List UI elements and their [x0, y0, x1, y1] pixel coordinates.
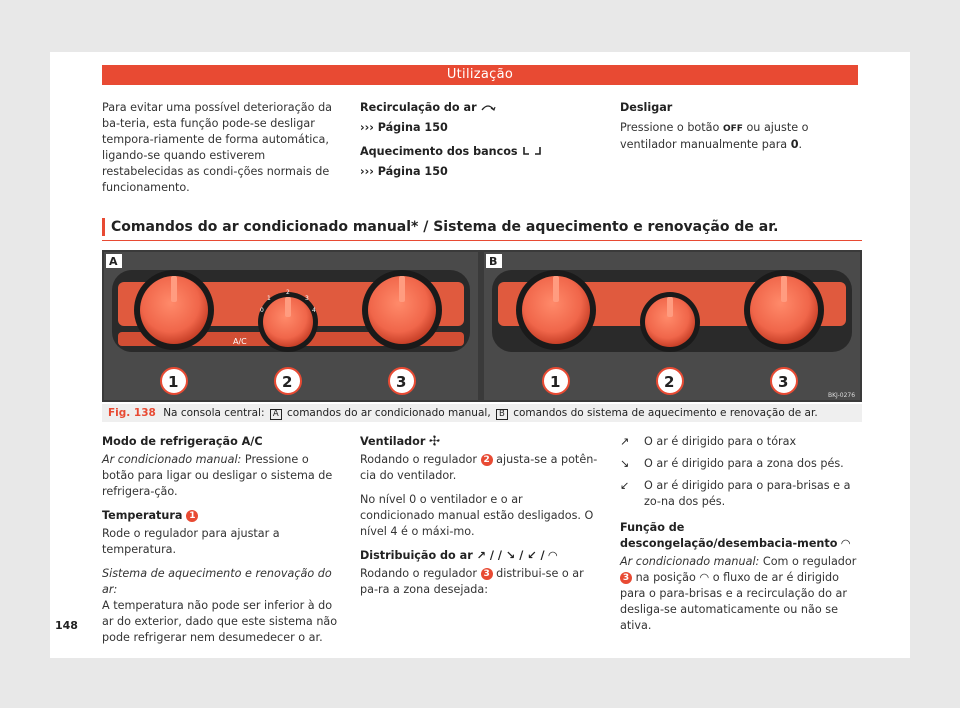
fan-text-a: Rodando o regulador	[360, 453, 478, 466]
distribution-option-windscreen	[620, 478, 860, 510]
ref-callout-2: 2	[481, 454, 493, 466]
defrost-title: Função de descongelação/desembacia-mento	[620, 521, 838, 550]
distribution-option-feet	[620, 456, 860, 472]
fan-scale-4: 4	[312, 307, 316, 314]
temperature-title: Temperatura	[102, 509, 183, 522]
distribution-option-chest-text: O ar é dirigido para o tórax	[644, 435, 797, 448]
feet-vent-icon: ↘	[505, 549, 516, 562]
distribution-knob-b-grip	[781, 276, 787, 302]
zero-level-label: 0	[790, 138, 799, 151]
distribution-option-windscreen-text: O ar é dirigido para o para-brisas e a zo-na dos pés.	[644, 479, 851, 508]
caption-text-3: comandos do sistema de aquecimento e renovação de ar.	[513, 407, 818, 419]
distribution-options-column	[620, 434, 860, 642]
recirculation-page-link[interactable]: ››› Página 150	[360, 121, 448, 134]
defrost-manual-label: Ar condicionado manual:	[620, 555, 760, 568]
switch-off-text-2: ou ajuste o ventilador manualmente para	[620, 121, 809, 151]
defrost-text-c: o fluxo de ar é dirigido para o para-brisas e a recirculação do ar desliga-se automaticamente ou não se ativa.	[620, 571, 847, 632]
control-panels-illustration	[102, 250, 862, 402]
intro-column	[102, 100, 342, 204]
distribution-option-feet-text: O ar é dirigido para a zona dos pés.	[644, 457, 844, 470]
fan-levels-text: No nível 0 o ventilador e o ar condicionado manual estão desligados. O nível 4 é o máxi-mo.	[360, 493, 594, 538]
battery-note: Para evitar uma possível deterioração da ba-teria, esta função pode-se desligar tempora-riamente de forma automática, ligando-se quando estiverem restabelecidas as condi-ções normais de funcionamento.	[102, 101, 333, 194]
figure-number: Fig. 138	[108, 407, 156, 419]
caption-text-1: Na consola central:	[163, 407, 265, 419]
distribution-separator-4: /	[540, 549, 545, 562]
distribution-text-b: distribui-se o ar pa-ra a zona desejada:	[360, 567, 584, 596]
fan-icon	[429, 435, 440, 446]
distribution-option-chest	[620, 434, 860, 450]
caption-letter-b: B	[496, 409, 508, 420]
callout-1-a-text: 1	[168, 373, 179, 391]
cooling-mode-text: Pressione o botão para ligar ou desligar o sistema de refrigera-ção.	[102, 453, 333, 498]
callout-2-b-text: 2	[664, 373, 675, 391]
defrost-text-a: Com o regulador	[762, 555, 857, 568]
recirculation-icon	[480, 102, 496, 112]
fan-scale-1: 1	[267, 295, 271, 302]
switch-off-title: Desligar	[620, 101, 673, 114]
switch-off-text-3: .	[798, 138, 803, 151]
fan-scale-3: 3	[305, 295, 309, 302]
distribution-separator-2: /	[497, 549, 502, 562]
heading-divider	[102, 240, 862, 241]
defrost-inline-icon: ◠	[699, 571, 710, 584]
page-number: 148	[55, 619, 78, 632]
distribution-knob-a-grip	[399, 276, 405, 302]
distribution-title: Distribuição do ar	[360, 549, 473, 562]
recirculation-title: Recirculação do ar	[360, 101, 477, 114]
chest-vent-icon: ↗	[620, 435, 630, 448]
temperature-text: Rode o regulador para ajustar a temperatura.	[102, 527, 280, 556]
callout-3-b-text: 3	[778, 373, 789, 391]
temp-knob-b-grip	[553, 276, 559, 302]
panel-a-label: A	[109, 255, 118, 268]
distribution-separator-3: /	[519, 549, 524, 562]
feet-vent-icon: ↘	[620, 457, 630, 470]
ref-callout-3: 3	[481, 568, 493, 580]
callout-1-b-text: 1	[550, 373, 561, 391]
seat-heating-title: Aquecimento dos bancos	[360, 145, 518, 158]
temp-knob-a-grip	[171, 276, 177, 302]
ref-callout-3b: 3	[620, 572, 632, 584]
caption-letter-a: A	[270, 409, 282, 420]
defrost-icon: ◠	[548, 549, 558, 562]
off-button-label: OFF	[722, 124, 743, 134]
figure-caption	[102, 404, 862, 422]
switch-off-column	[620, 100, 860, 161]
fan-title: Ventilador	[360, 435, 426, 448]
windscreen-feet-icon: ↙	[620, 479, 630, 492]
figure-138	[102, 250, 862, 402]
section-title-bar: Utilização	[102, 65, 858, 85]
seat-heating-icon	[521, 145, 543, 157]
figure-code: BKJ-0276	[828, 392, 856, 399]
windscreen-feet-icon: ↙	[527, 549, 537, 562]
caption-text-2: comandos do ar condicionado manual,	[287, 407, 491, 419]
cooling-mode-title: Modo de refrigeração A/C	[102, 435, 263, 448]
callout-3-a-text: 3	[396, 373, 407, 391]
manual-page	[50, 52, 910, 658]
fan-column	[360, 434, 600, 606]
chest-vent-icon: ↗	[476, 549, 486, 562]
ref-callout-1: 1	[186, 510, 198, 522]
switch-off-text: Pressione o botão	[620, 121, 720, 134]
distribution-text-a: Rodando o regulador	[360, 567, 478, 580]
fan-scale-2: 2	[286, 289, 290, 296]
fan-knob-a-grip	[285, 297, 291, 317]
defrost-text-b: na posição	[635, 571, 696, 584]
callout-2-a-text: 2	[282, 373, 293, 391]
distribution-separator-1: /	[489, 549, 494, 562]
fan-text-b: ajusta-se a potên-cia do ventilador.	[360, 453, 598, 482]
panel-b-label: B	[489, 255, 498, 268]
cooling-column	[102, 434, 342, 654]
heating-system-label: Sistema de aquecimento e renovação do ar:	[102, 567, 332, 596]
heating-system-text: A temperatura não pode ser inferior à do ar do exterior, dado que este sistema não pode refrigerar nem desumedecer o ar.	[102, 599, 338, 644]
manual-ac-label: Ar condicionado manual:	[102, 453, 242, 466]
seat-heating-page-link[interactable]: ››› Página 150	[360, 165, 448, 178]
ac-button-label: A/C	[233, 337, 247, 346]
references-column	[360, 100, 600, 188]
fan-scale-0: 0	[260, 307, 264, 314]
fan-knob-b-grip	[667, 297, 673, 317]
section-heading: Comandos do ar condicionado manual* / Sistema de aquecimento e renovação de ar.	[102, 218, 867, 236]
defrost-icon: ◠	[841, 537, 850, 550]
